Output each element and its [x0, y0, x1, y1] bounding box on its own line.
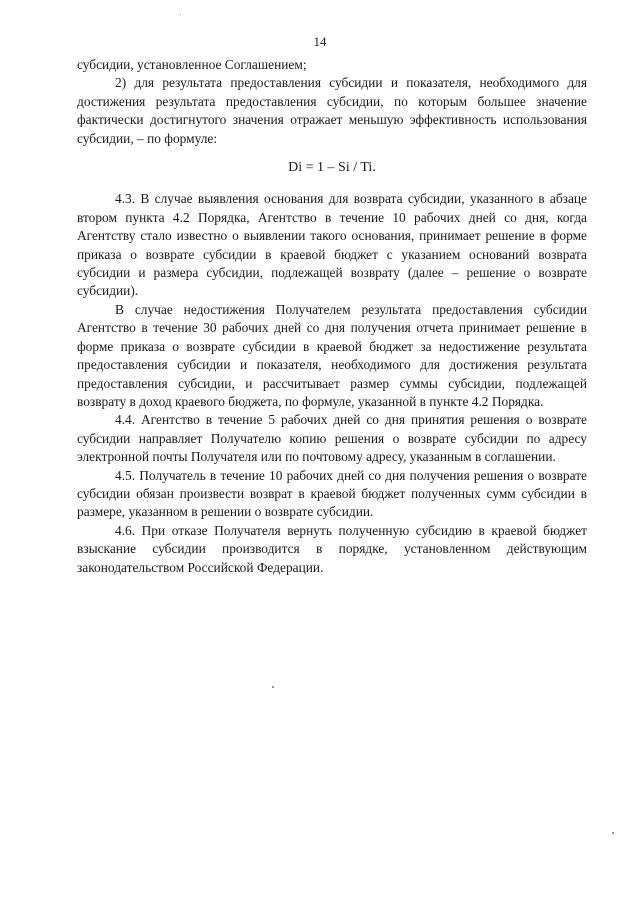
paragraph-4-6: 4.6. При отказе Получателя вернуть полученную субсидию в краевой бюджет взыскание субсидии производится в порядке, установленном действующим законодательством Российской Федерации. [77, 522, 587, 575]
paragraph-continuation: субсидии, установленное Соглашением; [77, 57, 307, 72]
paragraph-4-3-continued: В случае недостижения Получателем результата предоставления субсидии Агентство в течение 30 рабочих дней со дня получения отчета принимает решение в форме приказа о возврате субсидии в краевой бюджет за недостижение результата предоставления субсидии и показателя, необходимого для достижения результата предоставления субсидии, и рассчитывает размер суммы субсидии, подлежащей возврату в доход краевого бюджета, по формуле, указанной в пункте 4.2 Порядка. [77, 301, 587, 409]
paragraph-4-3: 4.3. В случае выявления основания для возврата субсидии, указанного в абзаце втором пункта 4.2 Порядка, Агентство в течение 10 рабочих дней со дня, когда Агентству стало известно о выявлении такого основания, принимает решение в форме приказа о возврате субсидии в краевой бюджет с указанием оснований возврата субсидии и размера субсидии, подлежащей возврату (далее – решение о возврате субсидии). [77, 191, 587, 299]
paragraph-4-5: 4.5. Получатель в течение 10 рабочих дней со дня получения решения о возврате субсидии обязан произвести возврат в краевой бюджет полученных сумм субсидии в размере, указанном в решении о возврате субсидии. [77, 467, 587, 520]
scan-speck [180, 14, 181, 15]
scan-speck [272, 686, 274, 688]
paragraph-4-4: 4.4. Агентство в течение 5 рабочих дней со дня принятия решения о возврате субсидии направляет Получателю копию решения о возврате субсидии по адресу электронной почты Получателя или по почтовому адресу, указанным в соглашении. [77, 412, 587, 465]
formula: Di = 1 – Si / Ti. [288, 160, 376, 176]
document-body [77, 56, 587, 577]
scan-speck [612, 832, 614, 834]
page-number: 14 [313, 34, 327, 49]
paragraph-item-2: 2) для результата предоставления субсидии и показателя, необходимого для достижения результата предоставления субсидии, по которым большее значение фактически достигнутого значения отражает меньшую эффективность использования субсидии, – по формуле: [77, 75, 587, 146]
